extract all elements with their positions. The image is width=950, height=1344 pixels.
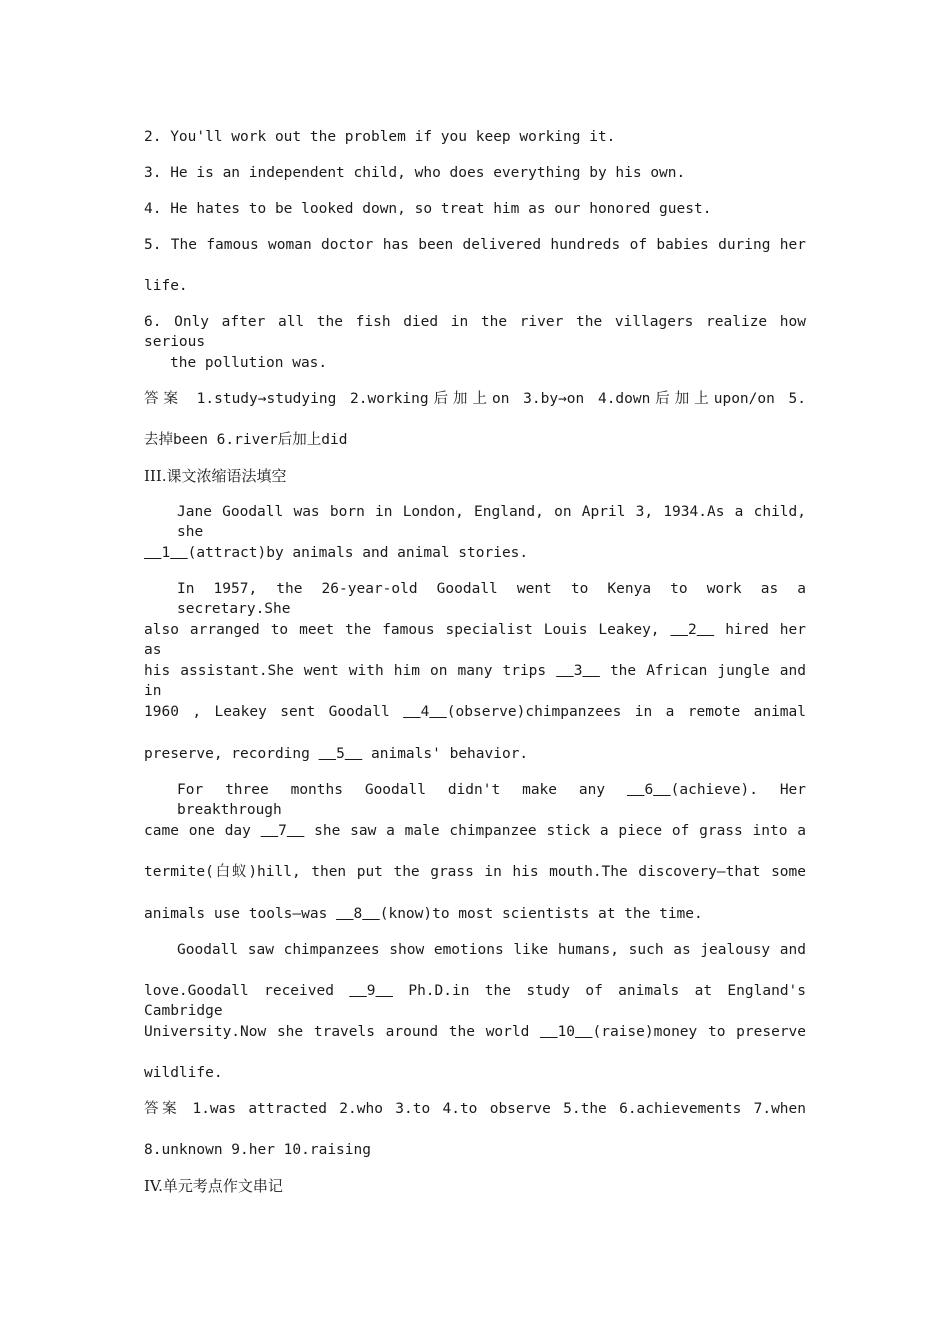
answer-key-section3-line2: 8.unknown 9.her 10.raising xyxy=(144,1142,371,1158)
blank-2[interactable]: 2 xyxy=(688,622,697,638)
section-heading-iv: IV.单元考点作文串记 xyxy=(144,1177,283,1195)
passage-p4-line4: wildlife. xyxy=(144,1065,223,1081)
error-correction-item-5: 5. The famous woman doctor has been delivered hundreds of babies during her xyxy=(144,237,806,253)
passage-p3-line2: came one day 7 she saw a male chimpanzee stick a piece of grass into a xyxy=(144,823,806,839)
error-correction-item-2: 2. You'll work out the problem if you keep working it. xyxy=(144,129,616,145)
blank-3[interactable]: 3 xyxy=(573,663,583,679)
blank-1[interactable]: 1 xyxy=(161,545,171,561)
passage-p3-line3: termite(白蚁)hill, then put the grass in his mouth.The discovery—that some xyxy=(144,864,806,880)
answer-key-section2-line1: 答案 1.study→studying 2.working后加上on 3.by→on 4.down后加上upon/on 5. xyxy=(144,391,806,407)
blank-10[interactable]: 10 xyxy=(557,1024,576,1040)
blank-5[interactable]: 5 xyxy=(336,746,345,762)
passage-p3-line1: For three months Goodall didn't make any 6 (achieve). Her breakthrough xyxy=(177,782,807,818)
passage-p2-line5: preserve, recording 5 animals' behavior. xyxy=(144,746,529,762)
answer-key-section3-line1: 答案 1.was attracted 2.who 3.to 4.to observe 5.the 6.achievements 7.when xyxy=(144,1101,806,1117)
answer-key-section2-line2: 去掉been 6.river后加上did xyxy=(144,432,348,448)
section-heading-iii: III.课文浓缩语法填空 xyxy=(144,467,287,485)
blank-7[interactable]: 7 xyxy=(278,823,287,839)
blank-9[interactable]: 9 xyxy=(366,983,376,999)
passage-p4-line1: Goodall saw chimpanzees show emotions like humans, such as jealousy and xyxy=(177,942,806,958)
passage-p2-line2: also arranged to meet the famous specialist Louis Leakey, 2 hired her as xyxy=(144,622,806,658)
error-correction-item-6-cont: the pollution was. xyxy=(170,355,328,371)
blank-4[interactable]: 4 xyxy=(420,704,430,720)
error-correction-item-5-cont: life. xyxy=(144,278,188,294)
passage-p1-line1: Jane Goodall was born in London, England, on April 3, 1934.As a child, she xyxy=(177,504,806,540)
passage-p4-line2: love.Goodall received 9 Ph.D.in the study of animals at England's Cambridge xyxy=(144,983,807,1019)
passage-p2-line3: his assistant.She went with him on many trips 3 the African jungle and in xyxy=(144,663,806,699)
passage-p2-line1: In 1957, the 26-year-old Goodall went to Kenya to work as a secretary.She xyxy=(177,581,806,617)
blank-6[interactable]: 6 xyxy=(644,782,654,798)
passage-p2-line4: 1960 , Leakey sent Goodall 4 (observe)chimpanzees in a remote animal xyxy=(144,704,806,720)
passage-p1-line2: 1 (attract)by animals and animal stories. xyxy=(144,543,806,563)
error-correction-item-3: 3. He is an independent child, who does everything by his own. xyxy=(144,165,686,181)
passage-p3-line4: animals use tools—was 8 (know)to most scientists at the time. xyxy=(144,906,703,922)
blank-8[interactable]: 8 xyxy=(353,906,363,922)
passage-p4-line3: University.Now she travels around the world 10 (raise)money to preserve xyxy=(144,1024,807,1040)
error-correction-item-6: 6. Only after all the fish died in the river the villagers realize how serious xyxy=(144,314,806,350)
error-correction-item-4: 4. He hates to be looked down, so treat him as our honored guest. xyxy=(144,201,712,217)
